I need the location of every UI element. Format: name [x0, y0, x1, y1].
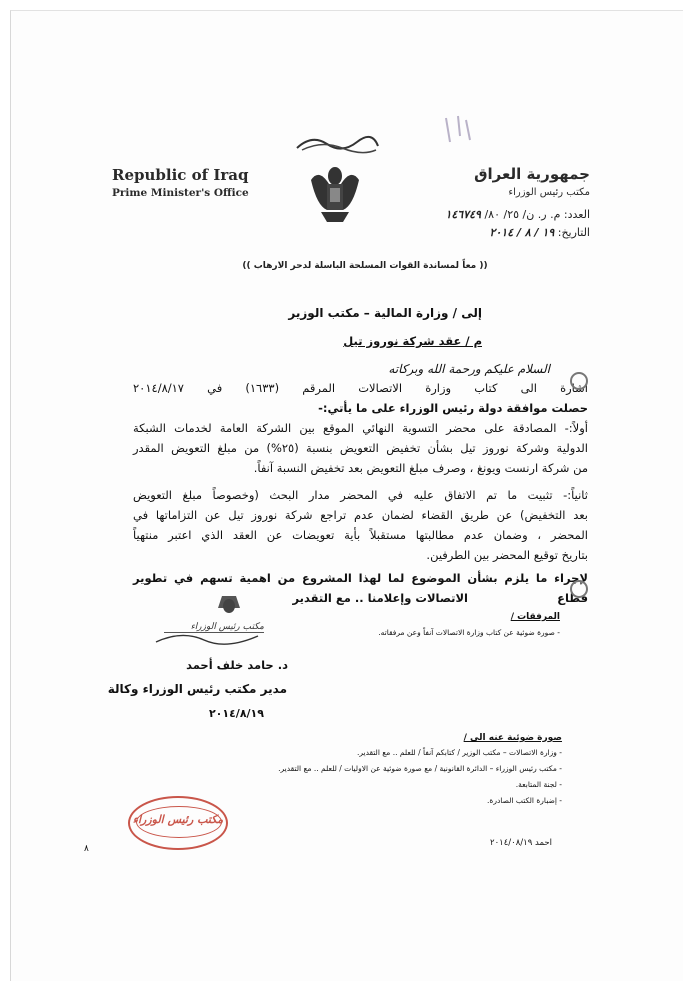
greeting: السلام عليكم ورحمة الله وبركاته [388, 362, 550, 376]
calligraphy-emblem-icon [292, 130, 382, 154]
signature-date: ٢٠١٤/٨/١٩ [208, 707, 264, 720]
body-line: بتاريخ توقيع المحضر بين الطرفين. [426, 548, 588, 562]
date-label: التاريخ: [557, 226, 590, 239]
slogan: (( معاً لمساندة القوات المسلحة الباسلة لدحر الارهاب )) [242, 261, 488, 271]
punch-hole-icon [570, 372, 588, 390]
date-value: ١٩ / ٨ / ٢٠١٤ [489, 226, 555, 239]
body-line: الدولية وشركة نوروز تيل بشأن تخفيض التعويض بنسبة (٢٥%) من مبلغ التعويض المقدر [133, 441, 588, 455]
header-english-subtitle: Prime Minister's Office [112, 187, 249, 199]
body-line: الاتصالات وإعلامنا .. مع التقدير [292, 591, 468, 605]
body-line: لإجراء ما يلزم بشأن الموضوع لما لهذا المشروع من اهمية تسهم في تطوير قطاع [133, 571, 588, 605]
body-line: أولاً:- المصادقة على محضر التسوية النهائي الموقع بين الشركة العامة لخدمات الشبكة [133, 421, 588, 435]
body-line: اشارة الى كتاب وزارة الاتصالات المرقم (١٦٣٣) في ٢٠١٤/٨/١٧ [133, 381, 588, 395]
handwritten-mark-icon [440, 112, 480, 148]
attachment-item: - صورة ضوئية عن كتاب وزارة الاتصالات آنفاً وعن مرفقاته. [378, 628, 560, 637]
initials-date: احمد ٢٠١٤/٠٨/١٩ [490, 838, 552, 848]
header-arabic-subtitle: مكتب رئيس الوزراء [508, 187, 590, 198]
reference-number: ١٤٦٧٤٩ [445, 208, 481, 221]
page-mark: ٨ [84, 844, 89, 854]
date-line [489, 226, 590, 239]
iraq-eagle-emblem-icon [307, 158, 363, 230]
copy-item: - وزارة الاتصالات – مكتب الوزير / كتابكم آنفاً / للعلم .. مع التقدير. [356, 748, 562, 757]
header-english-title: Republic of Iraq [112, 166, 249, 184]
signatory-name: د. حامد خلف أحمد [186, 658, 288, 672]
recipient: إلى / وزارة المالية – مكتب الوزير [288, 306, 482, 320]
body-line: من شركة ارنست ويونغ ، وصرف مبلغ التعويض بعد تخفيض النسبة آنفاً. [253, 461, 588, 475]
subject-line: م / عقد شركة نوروز تيل [343, 334, 482, 348]
reference-label: العدد: م. ر. ن/ ٢٥/ ٨٠/ [484, 208, 590, 221]
red-stamp-text: مكتب رئيس الوزراء [132, 813, 224, 826]
body-line: ثانياً:- تثبيت ما تم الاتفاق عليه في المحضر مدار البحث (وخصوصاً مبلغ التعويض [133, 488, 588, 502]
reference-line [445, 208, 590, 221]
punch-hole-icon [570, 580, 588, 598]
body-line: المحضر ، وضمان عدم مطالبتها مستقبلاً بأية تعويضات عن العقد الذي اعتبر منتهياً [133, 528, 588, 542]
copy-item: - إضبارة الكتب الصادرة. [487, 796, 562, 805]
red-stamp [128, 796, 228, 850]
body-line: حصلت موافقة دولة رئيس الوزراء على ما يأتي:- [318, 401, 588, 415]
copies-heading: صورة ضوئية عنه الى / [463, 733, 562, 743]
signature-stamp-text: مكتب رئيس الوزراء [164, 622, 264, 633]
copy-item: - لجنة المتابعة. [515, 780, 562, 789]
header-arabic-title: جمهورية العراق [474, 165, 590, 183]
signatory-title: مدير مكتب رئيس الوزراء وكالة [107, 682, 287, 696]
attachments-heading: المرفقات / [510, 612, 560, 622]
copy-item: - مكتب رئيس الوزراء – الدائرة القانونية / مع صورة ضوئية عن الاوليات / للعلم .. مع التقدير. [278, 764, 562, 773]
signature-scribble-icon [152, 628, 262, 648]
body-line: بعد التخفيض) عن طريق القضاء لضمان عدم تراجع شركة نوروز تيل عن التزاماتها في [133, 508, 588, 522]
